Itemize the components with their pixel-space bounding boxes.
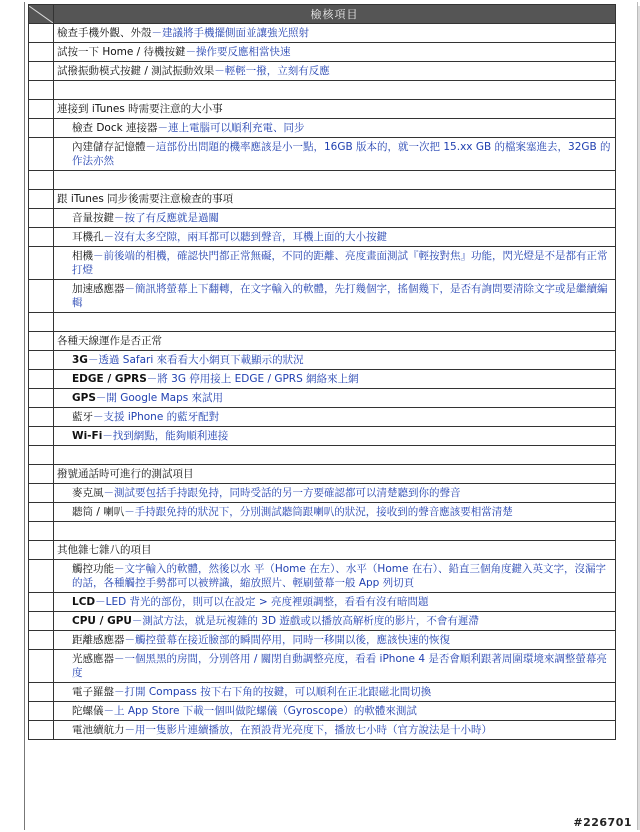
image-watermark: #226701 [573, 816, 632, 829]
row-marker-cell [29, 484, 54, 503]
blank-cell [29, 81, 54, 100]
row-marker-cell [29, 408, 54, 427]
item-cell [54, 484, 616, 503]
checklist-row [29, 721, 616, 740]
checklist-row [29, 503, 616, 522]
item-text [54, 391, 615, 405]
checklist-row [29, 138, 616, 171]
row-marker-cell [29, 503, 54, 522]
checklist-row [29, 370, 616, 389]
checklist-table [28, 4, 616, 740]
row-marker-cell [29, 119, 54, 138]
row-marker-cell [29, 62, 54, 81]
row-marker-cell [29, 650, 54, 683]
item-label: 藍牙 [72, 411, 93, 423]
item-description: －按了有反應就是過關 [114, 212, 219, 224]
row-marker-cell [29, 631, 54, 650]
item-cell [54, 209, 616, 228]
item-text [54, 650, 615, 682]
row-marker-cell [29, 541, 54, 560]
row-marker-cell [29, 721, 54, 740]
section-cell [54, 332, 616, 351]
item-description: －找到網點，能夠順利連接 [102, 430, 229, 442]
document-page [24, 2, 638, 830]
item-cell [54, 503, 616, 522]
item-label: 電池續航力 [72, 724, 125, 736]
row-marker-cell [29, 612, 54, 631]
checklist-row [29, 351, 616, 370]
blank-cell [54, 81, 616, 100]
checklist-row [29, 24, 616, 43]
checklist-row [29, 119, 616, 138]
item-description: －這部份出問題的機率應該是小一點，16GB 版本的，就一次把 15.xx GB 的檔案塞進去，32GB 的作法亦然 [72, 141, 611, 167]
item-cell [54, 408, 616, 427]
item-text [54, 230, 615, 244]
item-text [54, 138, 615, 170]
row-marker-cell [29, 138, 54, 171]
item-label: 加速感應器 [72, 283, 125, 295]
item-label: 3G [72, 354, 88, 366]
section-title: 各種天線運作是否正常 [57, 335, 162, 347]
item-label: 試按一下 Home / 待機按鍵 [57, 46, 186, 58]
checklist-row [29, 612, 616, 631]
item-cell [54, 119, 616, 138]
item-label: 光感應器 [72, 653, 114, 665]
item-text [54, 410, 615, 424]
section-header-row [29, 100, 616, 119]
row-marker-cell [29, 465, 54, 484]
spacer-row [29, 446, 616, 465]
item-label: 觸控功能 [72, 563, 114, 575]
checklist-row [29, 427, 616, 446]
checklist-row [29, 631, 616, 650]
section-title: 跟 iTunes 同步後需要注意檢查的事項 [57, 193, 234, 205]
item-description: －沒有太多空隙，兩耳都可以聽到聲音，耳機上面的大小按鍵 [103, 231, 387, 243]
item-description: －連上電腦可以順利充電、同步 [157, 122, 305, 134]
item-label: 電子羅盤 [72, 686, 114, 698]
section-title: 連接到 iTunes 時需要注意的大小事 [57, 103, 223, 115]
section-header-row [29, 332, 616, 351]
item-cell [54, 351, 616, 370]
item-text [54, 595, 615, 609]
item-description: －LED 背光的部份，則可以在設定 > 亮度裡頭調整，看看有沒有暗問題 [95, 596, 429, 608]
item-description: －輕輕一撥，立刻有反應 [214, 65, 330, 77]
checklist-row [29, 247, 616, 280]
item-text [54, 614, 615, 628]
row-marker-cell [29, 280, 54, 313]
item-cell [54, 721, 616, 740]
item-cell [54, 683, 616, 702]
section-cell [54, 100, 616, 119]
checklist-row [29, 280, 616, 313]
item-description: －建議將手機擺側面並讓強光照射 [151, 27, 309, 39]
item-description: －開 Google Maps 來試用 [95, 392, 224, 404]
item-cell [54, 62, 616, 81]
item-label: Wi-Fi [72, 430, 103, 442]
row-marker-cell [29, 209, 54, 228]
row-marker-cell [29, 332, 54, 351]
blank-cell [54, 522, 616, 541]
blank-cell [29, 446, 54, 465]
item-label: 音量按鍵 [72, 212, 114, 224]
row-marker-cell [29, 43, 54, 62]
item-description: －觸控螢幕在接近臉部的瞬間停用，同時一移開以後，應該快速的恢復 [124, 634, 450, 646]
row-marker-cell [29, 190, 54, 209]
section-header-row [29, 190, 616, 209]
section-cell [54, 465, 616, 484]
item-cell [54, 24, 616, 43]
header-corner-cell [29, 5, 54, 24]
item-cell [54, 560, 616, 593]
item-description: －上 App Store 下載一個叫做陀螺儀（Gyroscope）的軟體來測試 [103, 705, 417, 717]
item-text [54, 45, 615, 59]
spacer-row [29, 522, 616, 541]
row-marker-cell [29, 247, 54, 280]
item-text [54, 211, 615, 225]
item-cell [54, 427, 616, 446]
checklist-row [29, 228, 616, 247]
item-label: 檢查 Dock 連接器 [72, 122, 158, 134]
row-marker-cell [29, 370, 54, 389]
table-header-row [29, 5, 616, 24]
item-description: －測試要包括手持跟免持，同時受話的另一方要確認都可以清楚聽到你的聲音 [103, 487, 461, 499]
item-label: 檢查手機外觀、外殼 [57, 27, 152, 39]
checklist-row [29, 209, 616, 228]
blank-cell [29, 522, 54, 541]
item-description: －簡訊將螢幕上下翻轉，在文字輸入的軟體，先打幾個字，搖個幾下，是否有詢問要清除文字或是繼續編輯 [72, 283, 608, 309]
item-text [54, 280, 615, 312]
item-description: －一個黑黑的房間，分別啓用 / 關閉自動調整亮度，看看 iPhone 4 是否會順利跟著周圍環境來調整螢幕亮度 [72, 653, 607, 679]
checklist-row [29, 484, 616, 503]
item-description: －透過 Safari 來看看大小網頁下載顯示的狀況 [87, 354, 304, 366]
spacer-row [29, 313, 616, 332]
section-cell [54, 541, 616, 560]
item-cell [54, 280, 616, 313]
item-text [54, 429, 615, 443]
row-marker-cell [29, 389, 54, 408]
item-cell [54, 138, 616, 171]
checklist-row [29, 408, 616, 427]
row-marker-cell [29, 427, 54, 446]
item-description: －打開 Compass 按下右下角的按鍵，可以順利在正北跟磁北間切換 [114, 686, 432, 698]
section-cell [54, 190, 616, 209]
item-label: 陀螺儀 [72, 705, 104, 717]
item-label: EDGE / GPRS [72, 373, 147, 385]
item-cell [54, 612, 616, 631]
blank-cell [54, 171, 616, 190]
item-description: －操作要反應相當快速 [185, 46, 291, 58]
item-label: 相機 [72, 250, 93, 262]
item-label: 距離感應器 [72, 634, 125, 646]
checklist-row [29, 62, 616, 81]
item-cell [54, 43, 616, 62]
item-text [54, 704, 615, 718]
item-text [54, 372, 615, 386]
section-header-row [29, 465, 616, 484]
item-description: －支援 iPhone 的藍牙配對 [93, 411, 220, 423]
row-marker-cell [29, 100, 54, 119]
item-label: CPU / GPU [72, 615, 132, 627]
checklist-row [29, 560, 616, 593]
row-marker-cell [29, 24, 54, 43]
item-text [54, 247, 615, 279]
row-marker-cell [29, 702, 54, 721]
checklist-row [29, 389, 616, 408]
item-label: 試撥振動模式按鍵 / 測試振動效果 [57, 65, 215, 77]
header-title: 檢核項目 [54, 5, 616, 24]
item-cell [54, 228, 616, 247]
item-cell [54, 650, 616, 683]
item-description: －手持跟免持的狀況下，分別測試聽筒跟喇叭的狀況，接收到的聲音應該要相當清楚 [124, 506, 513, 518]
item-label: 內建儲存記憶體 [72, 141, 146, 153]
section-header-row [29, 541, 616, 560]
item-text [54, 685, 615, 699]
row-marker-cell [29, 560, 54, 593]
blank-cell [29, 171, 54, 190]
checklist-row [29, 43, 616, 62]
item-cell [54, 702, 616, 721]
item-description: －測試方法，就是玩複雜的 3D 遊戲或以播放高解析度的影片，不會有遲滯 [131, 615, 479, 627]
item-label: GPS [72, 392, 96, 404]
item-cell [54, 593, 616, 612]
section-title: 其他雜七雜八的項目 [57, 544, 152, 556]
item-text [54, 121, 615, 135]
item-label: 麥克風 [72, 487, 104, 499]
item-description: －將 3G 停用接上 EDGE / GPRS 網絡來上網 [146, 373, 359, 385]
item-cell [54, 247, 616, 280]
spacer-row [29, 81, 616, 100]
item-text [54, 486, 615, 500]
row-marker-cell [29, 351, 54, 370]
row-marker-cell [29, 228, 54, 247]
item-label: LCD [72, 596, 96, 608]
item-text [54, 26, 615, 40]
item-description: －用一隻影片連續播放，在預設背光亮度下，播放七小時（官方說法是十小時） [124, 724, 492, 736]
item-label: 耳機孔 [72, 231, 104, 243]
blank-cell [29, 313, 54, 332]
item-description: －前後端的相機，確認快門都正常無礙，不同的距離、亮度畫面測試『輕按對焦』功能，閃光燈是不是都有正常打燈 [72, 250, 608, 276]
item-description: －文字輸入的軟體，然後以水 平（Home 在左）、水平（Home 在右）、鉛直三個角度鍵入英文字，沒漏字的話，各種觸控手勢都可以被辨識，縮放照片、輕刷螢幕一般 App 列切頁 [72, 563, 607, 589]
checklist-row [29, 683, 616, 702]
section-title: 撥號通話時可進行的測試項目 [57, 468, 194, 480]
blank-cell [54, 446, 616, 465]
blank-cell [54, 313, 616, 332]
item-text [54, 353, 615, 367]
item-label: 聽筒 / 喇叭 [72, 506, 125, 518]
item-text [54, 633, 615, 647]
item-text [54, 560, 615, 592]
checklist-row [29, 650, 616, 683]
checklist-row [29, 702, 616, 721]
checklist-row [29, 593, 616, 612]
item-cell [54, 389, 616, 408]
diagonal-line-icon [29, 6, 53, 23]
item-cell [54, 631, 616, 650]
item-cell [54, 370, 616, 389]
item-text [54, 64, 615, 78]
item-text [54, 723, 615, 737]
item-text [54, 505, 615, 519]
row-marker-cell [29, 593, 54, 612]
spacer-row [29, 171, 616, 190]
row-marker-cell [29, 683, 54, 702]
